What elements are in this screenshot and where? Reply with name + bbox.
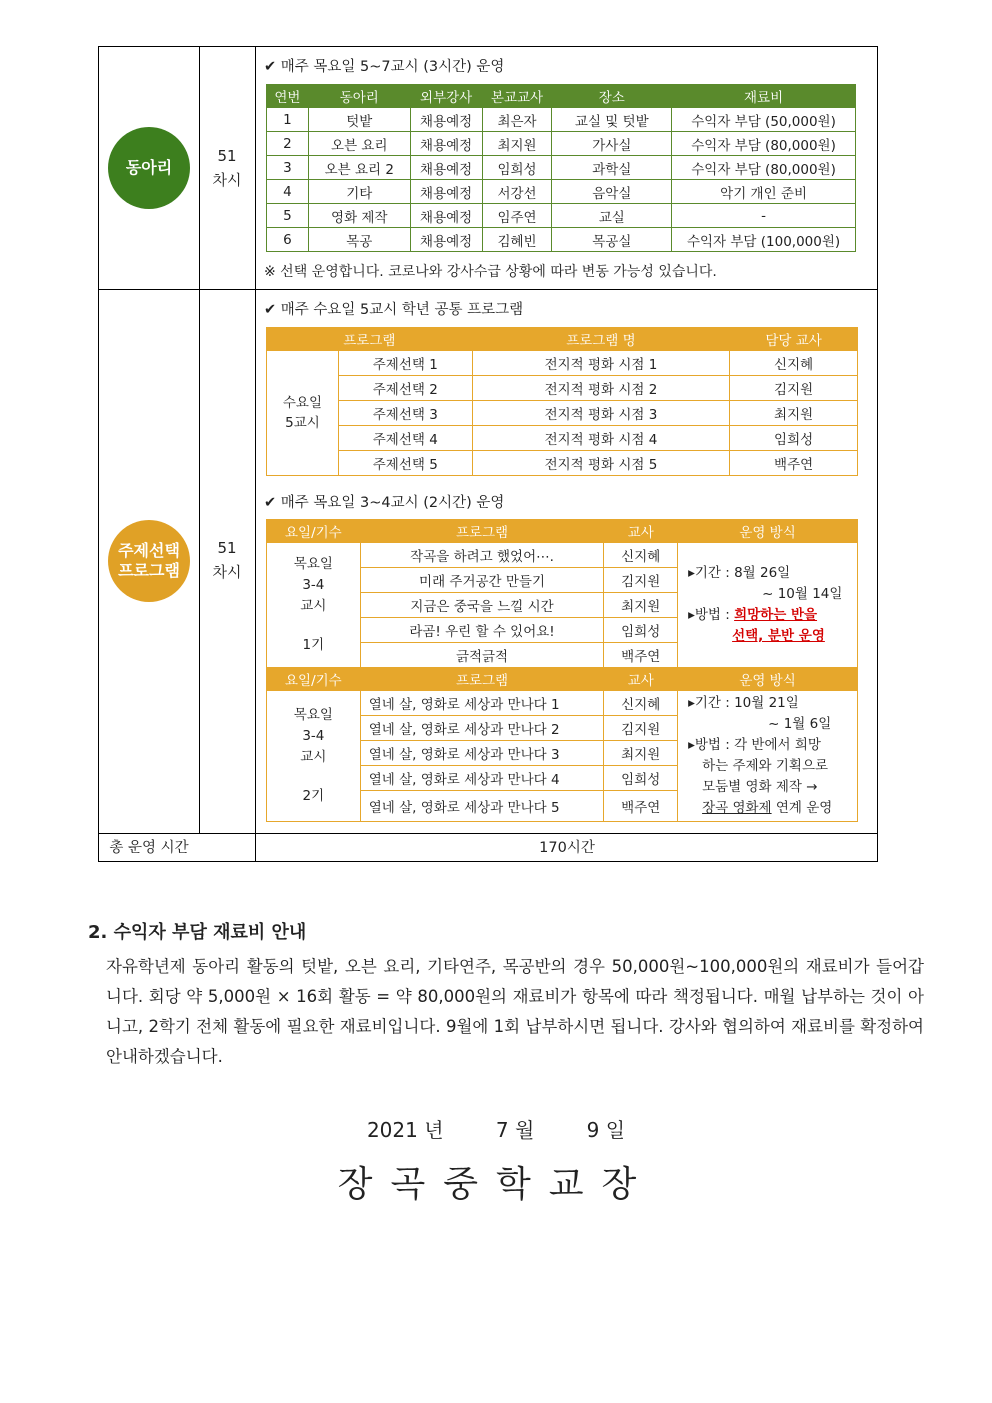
date-year: 2021 년 xyxy=(366,1118,444,1142)
table-cell: 신지혜 xyxy=(730,351,858,376)
table-cell: 주제선택 5 xyxy=(338,451,472,476)
table-cell: 오븐 요리 2 xyxy=(308,156,410,180)
table-cell: 지금은 중국을 느낄 시간 xyxy=(360,593,604,618)
club-hours-unit: 차시 xyxy=(212,171,242,189)
thu-program-table xyxy=(266,519,858,822)
table-cell: 2 xyxy=(267,132,309,156)
table-cell: 열네 살, 영화로 세상과 만나다 5 xyxy=(360,791,604,822)
table-cell: 신지혜 xyxy=(604,543,678,568)
table-cell: 채용예정 xyxy=(410,132,482,156)
column-header: 프로그램 xyxy=(360,668,604,691)
wed-heading: ✔ 매주 수요일 5교시 학년 공통 프로그램 xyxy=(264,302,524,318)
club-hours-value: 51 xyxy=(217,147,237,165)
column-header: 교사 xyxy=(604,668,678,691)
column-header: 프로그램 명 xyxy=(472,328,730,351)
section-title: 2. 수익자 부담 재료비 안내 xyxy=(88,922,307,943)
table-cell: 임희성 xyxy=(730,426,858,451)
table-cell: 주제선택 4 xyxy=(338,426,472,451)
table-cell: 악기 개인 준비 xyxy=(672,180,856,204)
table-cell: 주제선택 3 xyxy=(338,401,472,426)
table-cell: 목공 xyxy=(308,228,410,252)
wed-label-line: 수요일 xyxy=(282,395,322,411)
column-header: 동아리 xyxy=(308,85,410,108)
table-cell: 음악실 xyxy=(552,180,672,204)
term2-method-line: 모둠별 영화 제작 → xyxy=(702,779,818,795)
table-cell: 열네 살, 영화로 세상과 만나다 2 xyxy=(360,716,604,741)
divider xyxy=(98,289,878,290)
table-row xyxy=(267,451,858,476)
table-cell: 1 xyxy=(267,108,309,132)
term-label-line: 목요일 xyxy=(293,707,333,723)
topic-badge-label: 프로그램 xyxy=(118,561,180,580)
divider xyxy=(98,833,878,834)
column-header: 외부강사 xyxy=(410,85,482,108)
table-cell: 최지원 xyxy=(604,741,678,766)
column-header: 요일/기수 xyxy=(267,520,361,543)
table-row xyxy=(267,376,858,401)
wed-label xyxy=(267,351,339,476)
term1-method-highlight: 희망하는 반을 xyxy=(734,607,818,623)
table-cell: 임희성 xyxy=(482,156,552,180)
table-cell: 김지원 xyxy=(604,716,678,741)
term2-method-line: 하는 주제와 기획으로 xyxy=(702,758,829,774)
wed-label-line: 5교시 xyxy=(285,415,320,431)
table-cell: 텃밭 xyxy=(308,108,410,132)
table-row xyxy=(267,132,856,156)
table-cell: 최지원 xyxy=(730,401,858,426)
total-label: 총 운영 시간 xyxy=(109,840,189,856)
term2-label xyxy=(267,691,361,822)
table-cell: 4 xyxy=(267,180,309,204)
table-cell: 수익자 부담 (100,000원) xyxy=(672,228,856,252)
table-cell: 서강선 xyxy=(482,180,552,204)
table-cell: 김지원 xyxy=(730,376,858,401)
table-row xyxy=(267,108,856,132)
principal-signature: 장곡중학교장 xyxy=(337,1164,655,1205)
table-cell: 채용예정 xyxy=(410,180,482,204)
column-header: 교사 xyxy=(604,520,678,543)
table-cell: 김지원 xyxy=(604,568,678,593)
table-cell: 5 xyxy=(267,204,309,228)
table-cell: 임주연 xyxy=(482,204,552,228)
table-row xyxy=(267,691,858,716)
table-cell: 열네 살, 영화로 세상과 만나다 4 xyxy=(360,766,604,791)
table-cell: 주제선택 1 xyxy=(338,351,472,376)
table-cell: 주제선택 2 xyxy=(338,376,472,401)
table-cell: 전지적 평화 시점 3 xyxy=(472,401,730,426)
table-cell: 오븐 요리 xyxy=(308,132,410,156)
topic-hours xyxy=(199,536,255,584)
table-cell: 라곰! 우린 할 수 있어요! xyxy=(360,618,604,643)
column-header: 담당 교사 xyxy=(730,328,858,351)
club-note: ※ 선택 운영합니다. 코로나와 강사수급 상황에 따라 변동 가능성 있습니다. xyxy=(264,264,717,280)
table-row xyxy=(267,351,858,376)
topic-hours-unit: 차시 xyxy=(212,563,242,581)
club-table xyxy=(266,84,856,252)
table-cell: 임희성 xyxy=(604,618,678,643)
term-label-line: 3-4 xyxy=(302,728,325,744)
table-cell: 미래 주거공간 만들기 xyxy=(360,568,604,593)
table-cell: 과학실 xyxy=(552,156,672,180)
term1-method-label: ▸방법 : xyxy=(688,607,730,623)
table-cell: 열네 살, 영화로 세상과 만나다 3 xyxy=(360,741,604,766)
table-row xyxy=(267,180,856,204)
table-cell: 백주연 xyxy=(730,451,858,476)
table-cell: 백주연 xyxy=(604,791,678,822)
term2-period-end: ~ 1월 6일 xyxy=(768,716,832,732)
column-header: 요일/기수 xyxy=(267,668,361,691)
topic-badge xyxy=(108,520,190,602)
table-cell: 전지적 평화 시점 5 xyxy=(472,451,730,476)
table-cell: 교실 및 텃밭 xyxy=(552,108,672,132)
term1-label xyxy=(267,543,361,668)
term1-method xyxy=(678,543,858,668)
term-label-line: 목요일 xyxy=(293,556,333,572)
topic-badge-label: 주제선택 xyxy=(118,541,180,560)
table-cell: 전지적 평화 시점 4 xyxy=(472,426,730,451)
column-header: 장소 xyxy=(552,85,672,108)
table-cell: 긁적긁적 xyxy=(360,643,604,668)
term-label-line: 1기 xyxy=(302,637,325,653)
table-cell: 최은자 xyxy=(482,108,552,132)
table-cell: 목공실 xyxy=(552,228,672,252)
thu-table-header xyxy=(267,668,858,691)
table-cell: 최지원 xyxy=(482,132,552,156)
table-cell: 6 xyxy=(267,228,309,252)
table-row xyxy=(267,204,856,228)
club-badge xyxy=(108,127,190,209)
thu-heading: ✔ 매주 목요일 3~4교시 (2시간) 운영 xyxy=(264,495,505,511)
term1-period-end: ~ 10월 14일 xyxy=(762,586,843,602)
table-cell: 수익자 부담 (80,000원) xyxy=(672,132,856,156)
club-heading: ✔ 매주 목요일 5~7교시 (3시간) 운영 xyxy=(264,59,505,75)
column-header: 연번 xyxy=(267,85,309,108)
term2-method-line: ▸방법 : 각 반에서 희망 xyxy=(688,737,821,753)
term-label-line: 3-4 xyxy=(302,577,325,593)
term1-method-highlight: 선택, 분반 운영 xyxy=(732,628,825,644)
table-cell: 전지적 평화 시점 2 xyxy=(472,376,730,401)
table-cell: 신지혜 xyxy=(604,691,678,716)
table-cell: 작곡을 하려고 했었어⋯. xyxy=(360,543,604,568)
table-cell: 교실 xyxy=(552,204,672,228)
table-cell: 가사실 xyxy=(552,132,672,156)
table-row xyxy=(267,426,858,451)
table-cell: 임희성 xyxy=(604,766,678,791)
document-date xyxy=(0,1114,992,1143)
total-value: 170시간 xyxy=(539,840,595,856)
table-row xyxy=(267,156,856,180)
table-cell: 채용예정 xyxy=(410,204,482,228)
table-row xyxy=(267,543,858,568)
club-hours xyxy=(199,144,255,192)
wed-table-header xyxy=(267,328,858,351)
table-row xyxy=(267,401,858,426)
table-cell: 기타 xyxy=(308,180,410,204)
term2-period: ▸기간 : 10월 21일 xyxy=(688,695,799,711)
table-cell: 채용예정 xyxy=(410,228,482,252)
term-label-line: 2기 xyxy=(302,788,325,804)
term2-method-line: 연계 운영 xyxy=(771,800,833,816)
column-header: 프로그램 xyxy=(267,328,473,351)
column-header: 운영 방식 xyxy=(678,668,858,691)
column-header: 운영 방식 xyxy=(678,520,858,543)
divider xyxy=(255,46,256,862)
wed-program-table xyxy=(266,327,858,476)
table-cell: 백주연 xyxy=(604,643,678,668)
term2-method-underline: 장곡 영화제 xyxy=(702,800,772,816)
table-cell: 전지적 평화 시점 1 xyxy=(472,351,730,376)
table-cell: 수익자 부담 (80,000원) xyxy=(672,156,856,180)
topic-hours-value: 51 xyxy=(217,539,237,557)
table-cell: 채용예정 xyxy=(410,108,482,132)
term-label-line: 교시 xyxy=(300,749,327,765)
term-label-line: 교시 xyxy=(300,598,327,614)
club-table-header xyxy=(267,85,856,108)
column-header: 프로그램 xyxy=(360,520,604,543)
section-body: 자유학년제 동아리 활동의 텃밭, 오븐 요리, 기타연주, 목공반의 경우 50,000원~100,000원의 재료비가 들어갑니다. 회당 약 5,000원 × 16회 활동 = 약 80,000원의 재료비가 항목에 따라 책정됩니다. 매월 납부하는 것이 아니고, 2학기 전체 활동에 필요한 재료비입니다. 9월에 1회 납부하시면 됩니다. 강사와 협의하여 재료비를 확정하여 안내하겠습니다. xyxy=(106,957,924,1066)
date-month: 7 월 xyxy=(495,1118,535,1142)
table-cell: 채용예정 xyxy=(410,156,482,180)
term1-period: ▸기간 : 8월 26일 xyxy=(688,565,791,581)
club-badge-label: 동아리 xyxy=(125,158,173,177)
table-cell: 최지원 xyxy=(604,593,678,618)
table-row xyxy=(267,228,856,252)
table-cell: 3 xyxy=(267,156,309,180)
table-cell: 김혜빈 xyxy=(482,228,552,252)
table-cell: 수익자 부담 (50,000원) xyxy=(672,108,856,132)
table-cell: 영화 제작 xyxy=(308,204,410,228)
date-day: 9 일 xyxy=(586,1118,626,1142)
table-cell: - xyxy=(672,204,856,228)
term2-method xyxy=(678,691,858,822)
table-cell: 열네 살, 영화로 세상과 만나다 1 xyxy=(360,691,604,716)
column-header: 본교교사 xyxy=(482,85,552,108)
thu-table-header xyxy=(267,520,858,543)
column-header: 재료비 xyxy=(672,85,856,108)
